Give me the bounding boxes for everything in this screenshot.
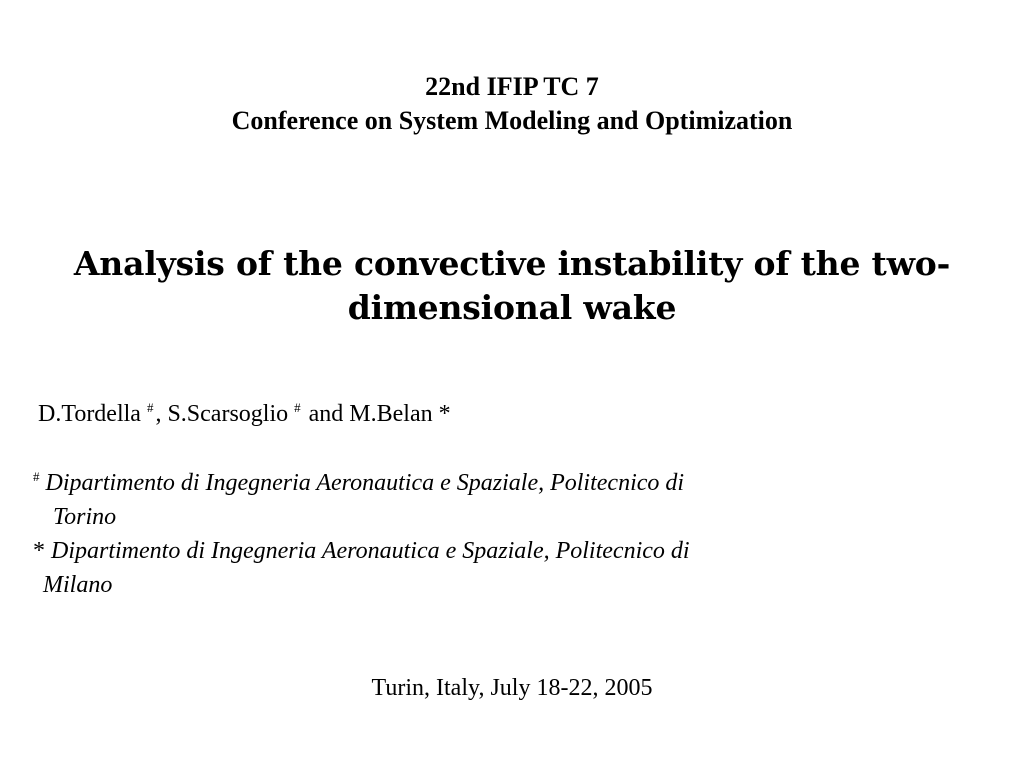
affiliation-symbol: * (33, 538, 45, 564)
paper-title-line2: dimensional wake (347, 288, 677, 327)
author-name: M.Belan (349, 401, 433, 427)
affiliation-torino-line1 (33, 466, 684, 503)
affiliation-mark: # (146, 400, 154, 415)
conference-name-line1: 22nd IFIP TC 7 (425, 72, 599, 101)
paper-title-line1: Analysis of the convective instability of the two- (73, 244, 951, 283)
author-separator: , (155, 401, 168, 427)
affiliation-torino-line2: Torino (53, 504, 117, 530)
author-name: D.Tordella (38, 401, 141, 427)
affiliation-milano-line2: Milano (43, 572, 113, 598)
venue-date: Turin, Italy, July 18-22, 2005 (371, 675, 653, 701)
author-list (38, 398, 451, 433)
affiliation-symbol: # (33, 469, 40, 484)
affiliation-text: Dipartimento di Ingegneria Aeronautica e Spaziale, Politecnico di (45, 470, 685, 496)
affiliation-milano-line1 (33, 534, 690, 568)
author-separator: and (302, 401, 350, 427)
affiliation-mark: # (294, 400, 301, 415)
conference-name-line2: Conference on System Modeling and Optimization (231, 106, 793, 135)
affiliation-mark: * (438, 401, 451, 427)
affiliation-text: Dipartimento di Ingegneria Aeronautica e Spaziale, Politecnico di (51, 538, 690, 564)
author-name: S.Scarsoglio (167, 401, 289, 427)
